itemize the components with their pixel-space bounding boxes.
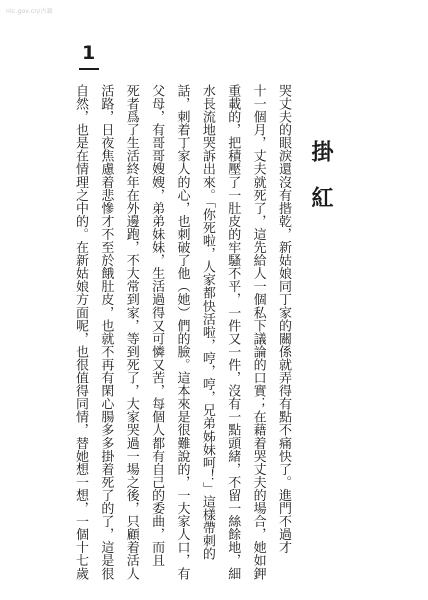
text-column-1: 哭丈夫的眼淚還沒有揩乾，新姑娘同丁家的關係就弄得有點不痛快了。進門不過才 — [276, 84, 291, 554]
text-column-6: 父母，有哥哥嫂嫂，弟弟妹妹，生活過得又可憐又苦，每個人都有自己的委曲，而且 — [149, 84, 165, 567]
text-column-9: 自然，也是在情理之中的。在新姑娘方面呢，也很值得同情，替她想一想，一個十七歲 — [73, 84, 88, 580]
text-column-8: 活路，日夜焦慮着悲慘才不至於餓肚皮，也就不再有閑心腸多多掛着死了的了，這是很 — [98, 84, 114, 580]
text-column-5: 話，刺着丁家人的心，也刺破了他（她）們的臉。這本來是很難說的，一大家人口，有 — [174, 84, 190, 580]
chapter-divider — [79, 68, 99, 70]
chapter-title: 掛紅 — [308, 140, 334, 232]
body-text — [72, 84, 292, 584]
text-column-2: 十一個月，丈夫就死了，這先給人一個私下議論的口實；在藉着哭丈夫的場合，她如鉀 — [250, 84, 266, 580]
text-column-7: 死者爲了生活終年在外邊跑，不大常到家，等到死了，大家哭過一場之後，只顧着活人 — [123, 84, 139, 580]
text-column-4: 水長流地哭訴出來。「你死啦，人家都快活啦，哼，哼，兄弟姊妹呵！」這樣帶刺的 — [199, 84, 215, 561]
library-watermark: nlc.gov.cn/古籍 — [6, 8, 53, 15]
text-column-3: 重載的，把積壓了一肚皮的牢騷不平，一件又一件，沒有一點頭緒，不留一絲餘地，細 — [225, 84, 241, 580]
chapter-number: 1 — [82, 42, 96, 64]
